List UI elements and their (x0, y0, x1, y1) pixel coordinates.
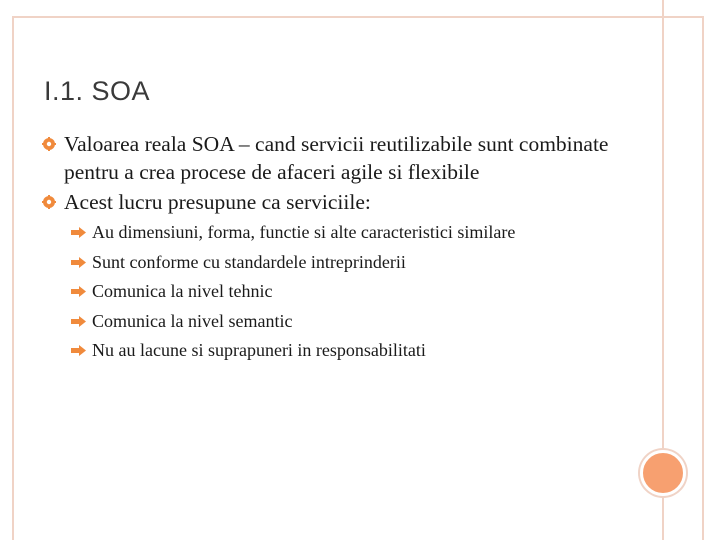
gear-bullet-icon (42, 137, 56, 151)
frame-vertical-line-lower (662, 490, 664, 540)
arrow-bullet-icon (70, 344, 87, 357)
sub-bullet-item (42, 307, 612, 337)
arrow-bullet-icon (70, 315, 87, 328)
sub-bullet-text: Nu au lacune si suprapuneri in responsabilitati (92, 340, 426, 360)
sub-bullet-item (42, 248, 612, 278)
arrow-bullet-icon (70, 256, 87, 269)
gear-bullet-icon (42, 195, 56, 209)
sub-bullet-item (42, 336, 612, 366)
sub-bullet-text: Comunica la nivel semantic (92, 310, 293, 331)
sub-bullet-item (42, 218, 612, 248)
slide-content (42, 130, 612, 366)
bullet-item (42, 130, 612, 186)
slide-title: I.1. SOA (44, 76, 151, 106)
sub-bullet-text: Au dimensiuni, forma, functie si alte caracteristici similare (92, 222, 516, 242)
arrow-bullet-icon (70, 285, 87, 298)
arrow-bullet-icon (70, 226, 87, 239)
decorative-circle (640, 450, 686, 496)
frame-vertical-line (662, 0, 664, 452)
bullet-text: Acest lucru presupune ca serviciile: (64, 190, 371, 214)
bullet-item (42, 188, 612, 216)
sub-bullet-item (42, 277, 612, 307)
sub-bullet-text: Comunica la nivel tehnic (92, 281, 273, 301)
bullet-text: Valoarea reala SOA – cand servicii reutilizabile sunt combinate pentru a crea procese de afaceri agile si flexibile (64, 132, 609, 184)
sub-bullet-text: Sunt conforme cu standardele intreprinderii (92, 251, 406, 272)
